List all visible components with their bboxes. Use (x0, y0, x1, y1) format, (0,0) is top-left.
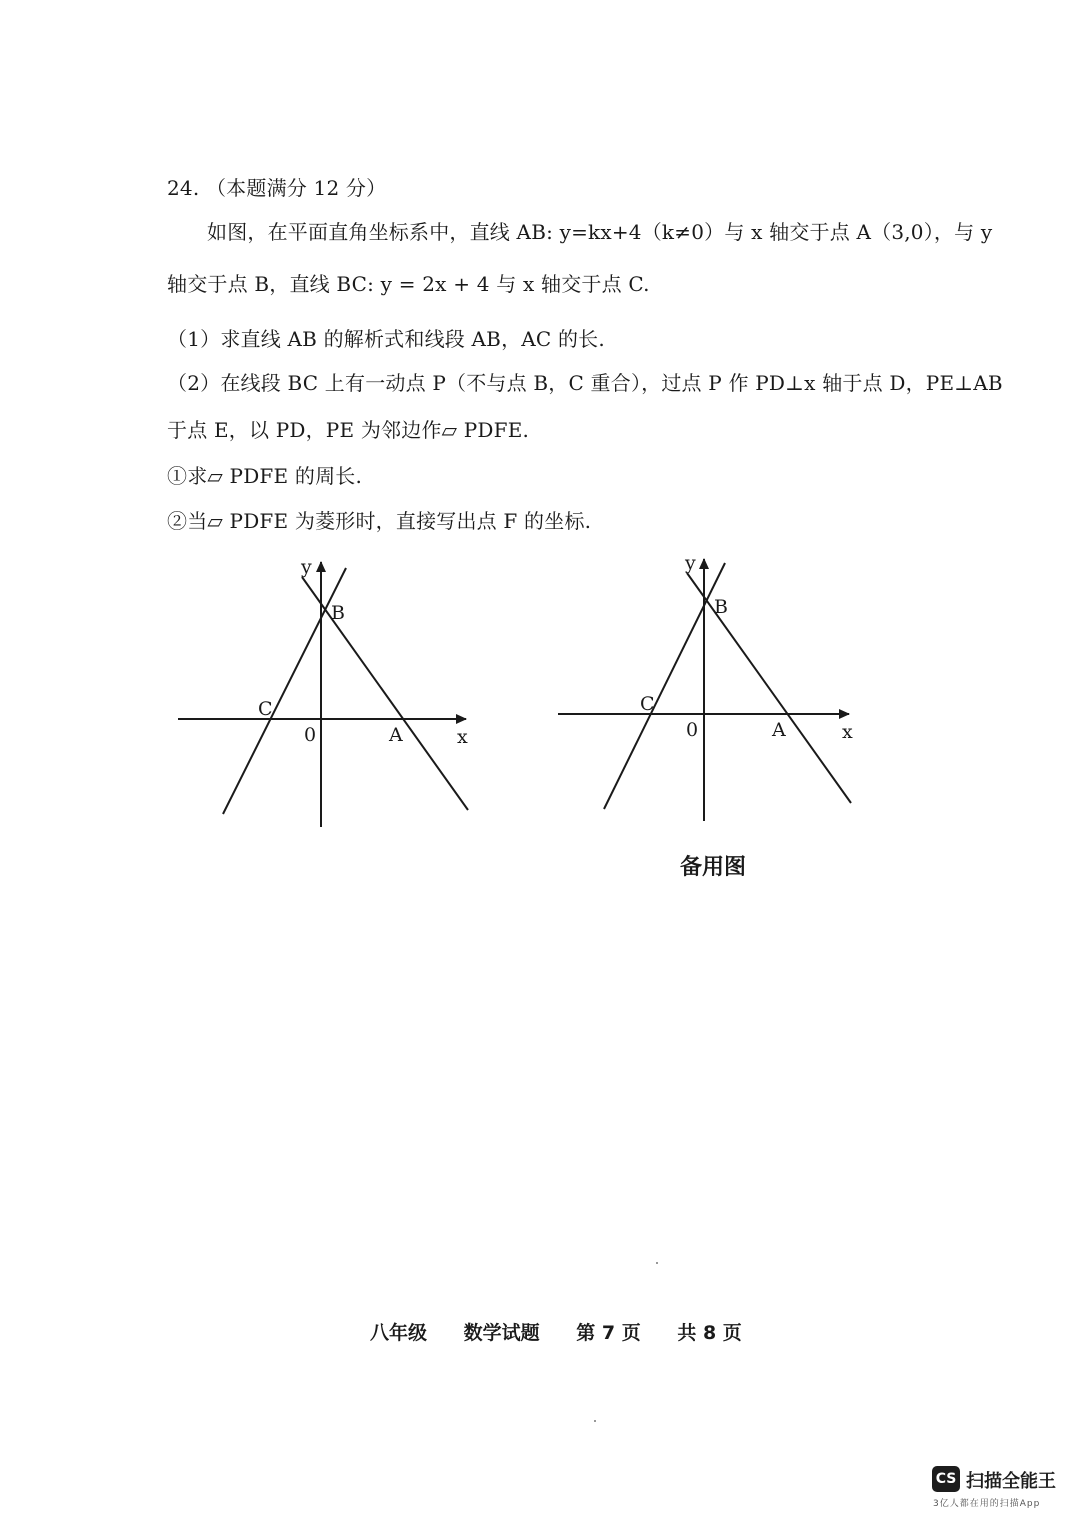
spare-figure-caption: 备用图 (680, 855, 747, 880)
question-part2-line2: 于点 E，以 PD，PE 为邻边作▱ PDFE. (167, 418, 530, 442)
problem-header: 24. （本题满分 12 分） (167, 176, 387, 200)
point-c-label: C (258, 698, 273, 720)
y-axis-label: y (685, 552, 696, 574)
footer-grade: 八年级 (370, 1322, 428, 1344)
coordinate-figure-main-svg (170, 550, 480, 840)
line-bc (223, 568, 346, 814)
y-axis-label: y (301, 556, 312, 578)
point-b-label: B (714, 596, 728, 618)
question-sub2: ②当▱ PDFE 为菱形时，直接写出点 F 的坐标. (167, 509, 592, 533)
question-sub1: ①求▱ PDFE 的周长. (167, 464, 363, 488)
origin-label: 0 (686, 719, 699, 741)
scan-speck (656, 1262, 658, 1264)
point-b-label: B (331, 602, 345, 624)
camscanner-logo-icon: CS (932, 1466, 960, 1492)
watermark-app-name: 扫描全能王 (966, 1471, 1056, 1492)
footer-page: 第 7 页 (576, 1322, 641, 1344)
scanner-watermark (932, 1466, 1072, 1514)
footer-total: 共 8 页 (677, 1322, 742, 1344)
problem-stem-line2: 轴交于点 B，直线 BC: y = 2x + 4 与 x 轴交于点 C. (167, 272, 650, 296)
coordinate-figure-main (170, 550, 480, 840)
coordinate-figure-spare-svg (553, 545, 863, 835)
watermark-slogan: 3亿人都在用的扫描App (933, 1499, 1041, 1509)
problem-stem-line1: 如图，在平面直角坐标系中，直线 AB: y=kx+4（k≠0）与 x 轴交于点 A（3,0），与 y (207, 220, 993, 244)
line-ab (302, 577, 468, 810)
question-part2-line1: （2）在线段 BC 上有一动点 P（不与点 B，C 重合），过点 P 作 PD⊥x 轴于点 D，PE⊥AB (167, 371, 1003, 395)
page-footer (370, 1318, 772, 1345)
question-part1: （1）求直线 AB 的解析式和线段 AB，AC 的长. (167, 327, 605, 351)
point-c-label: C (640, 693, 655, 715)
coordinate-figure-spare (553, 545, 863, 835)
x-axis-label: x (457, 726, 468, 748)
origin-label: 0 (304, 724, 317, 746)
footer-subject: 数学试题 (463, 1322, 540, 1344)
point-a-label: A (772, 719, 786, 741)
x-axis-label: x (842, 721, 853, 743)
line-ab (687, 573, 851, 803)
point-a-label: A (389, 724, 403, 746)
scan-speck (594, 1420, 596, 1422)
